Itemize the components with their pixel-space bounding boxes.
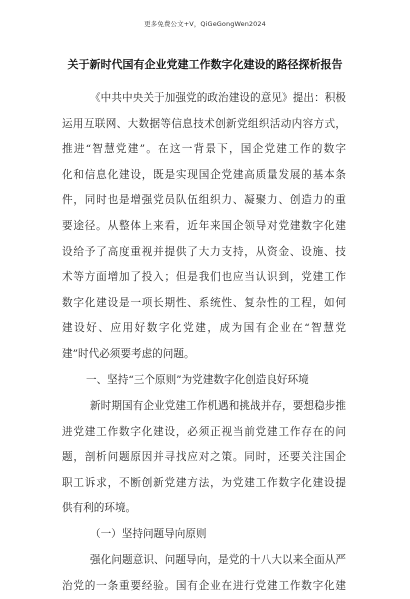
- text-line: 进党建工作数字化建设，必须正视当前党建工作存在的问: [62, 425, 346, 438]
- text-line: 术等方面增加了投入；但是我们也应当认识到，党建工作: [62, 271, 346, 284]
- text-line: 推进“智慧党建”。在这一背景下，国企党建工作的数字: [62, 143, 346, 156]
- text-line: 《中共中央关于加强党的政治建设的意见》提出：积极: [90, 92, 346, 104]
- paragraph-1: [62, 86, 346, 368]
- text-line: 职工诉求，不断创新党建方法，为党建工作数字化建设提: [62, 476, 346, 489]
- header-note: 更多免费公文+V，QiGeGongWen2024: [144, 20, 266, 28]
- paragraph-3: [62, 548, 346, 599]
- text-line: 新时期国有企业党建工作机遇和挑战并存，要想稳步推: [90, 400, 346, 412]
- subsection-heading-text: （一）坚持问题导向原则: [90, 528, 207, 540]
- text-line: 建设好、应用好数字化党建，成为国有企业在“智慧党: [62, 322, 346, 335]
- text-line: 运用互联网、大数据等信息技术创新党组织活动内容方式，: [62, 117, 346, 130]
- text-line: 化和信息化建设，既是实现国企党建高质量发展的基本条: [62, 168, 346, 181]
- text-line: 建”时代必须要考虑的问题。: [62, 347, 195, 360]
- subsection-heading: [66, 522, 346, 548]
- section-heading: [66, 368, 346, 394]
- text-line: 强化问题意识、问题导向，是党的十八大以来全面从严: [90, 554, 346, 566]
- text-line: 数字化建设是一项长期性、系统性、复杂性的工程，如何: [62, 296, 346, 309]
- text-line: 设给予了高度重视并提供了大力支持，从资金、设施、技: [62, 245, 346, 258]
- paragraph-2: [62, 394, 346, 522]
- text-line: 要途径。从整体上来看，近年来国企领导对党建数字化建: [62, 219, 346, 232]
- section-heading-text: 一、坚持“三个原则”为党建数字化创造良好环境: [86, 374, 309, 386]
- text-line: 供有利的环境。: [62, 502, 137, 515]
- document-title: 关于新时代国有企业党建工作数字化建设的路径探析报告: [67, 58, 343, 71]
- text-line: 治党的一条重要经验。国有企业在进行党建工作数字化建: [62, 579, 346, 592]
- text-line: 题，剖析问题原因并寻找应对之策。同时，还要关注国企: [62, 451, 346, 464]
- text-line: 件，同时也是增强党员队伍组织力、凝聚力、创造力的重: [62, 194, 346, 207]
